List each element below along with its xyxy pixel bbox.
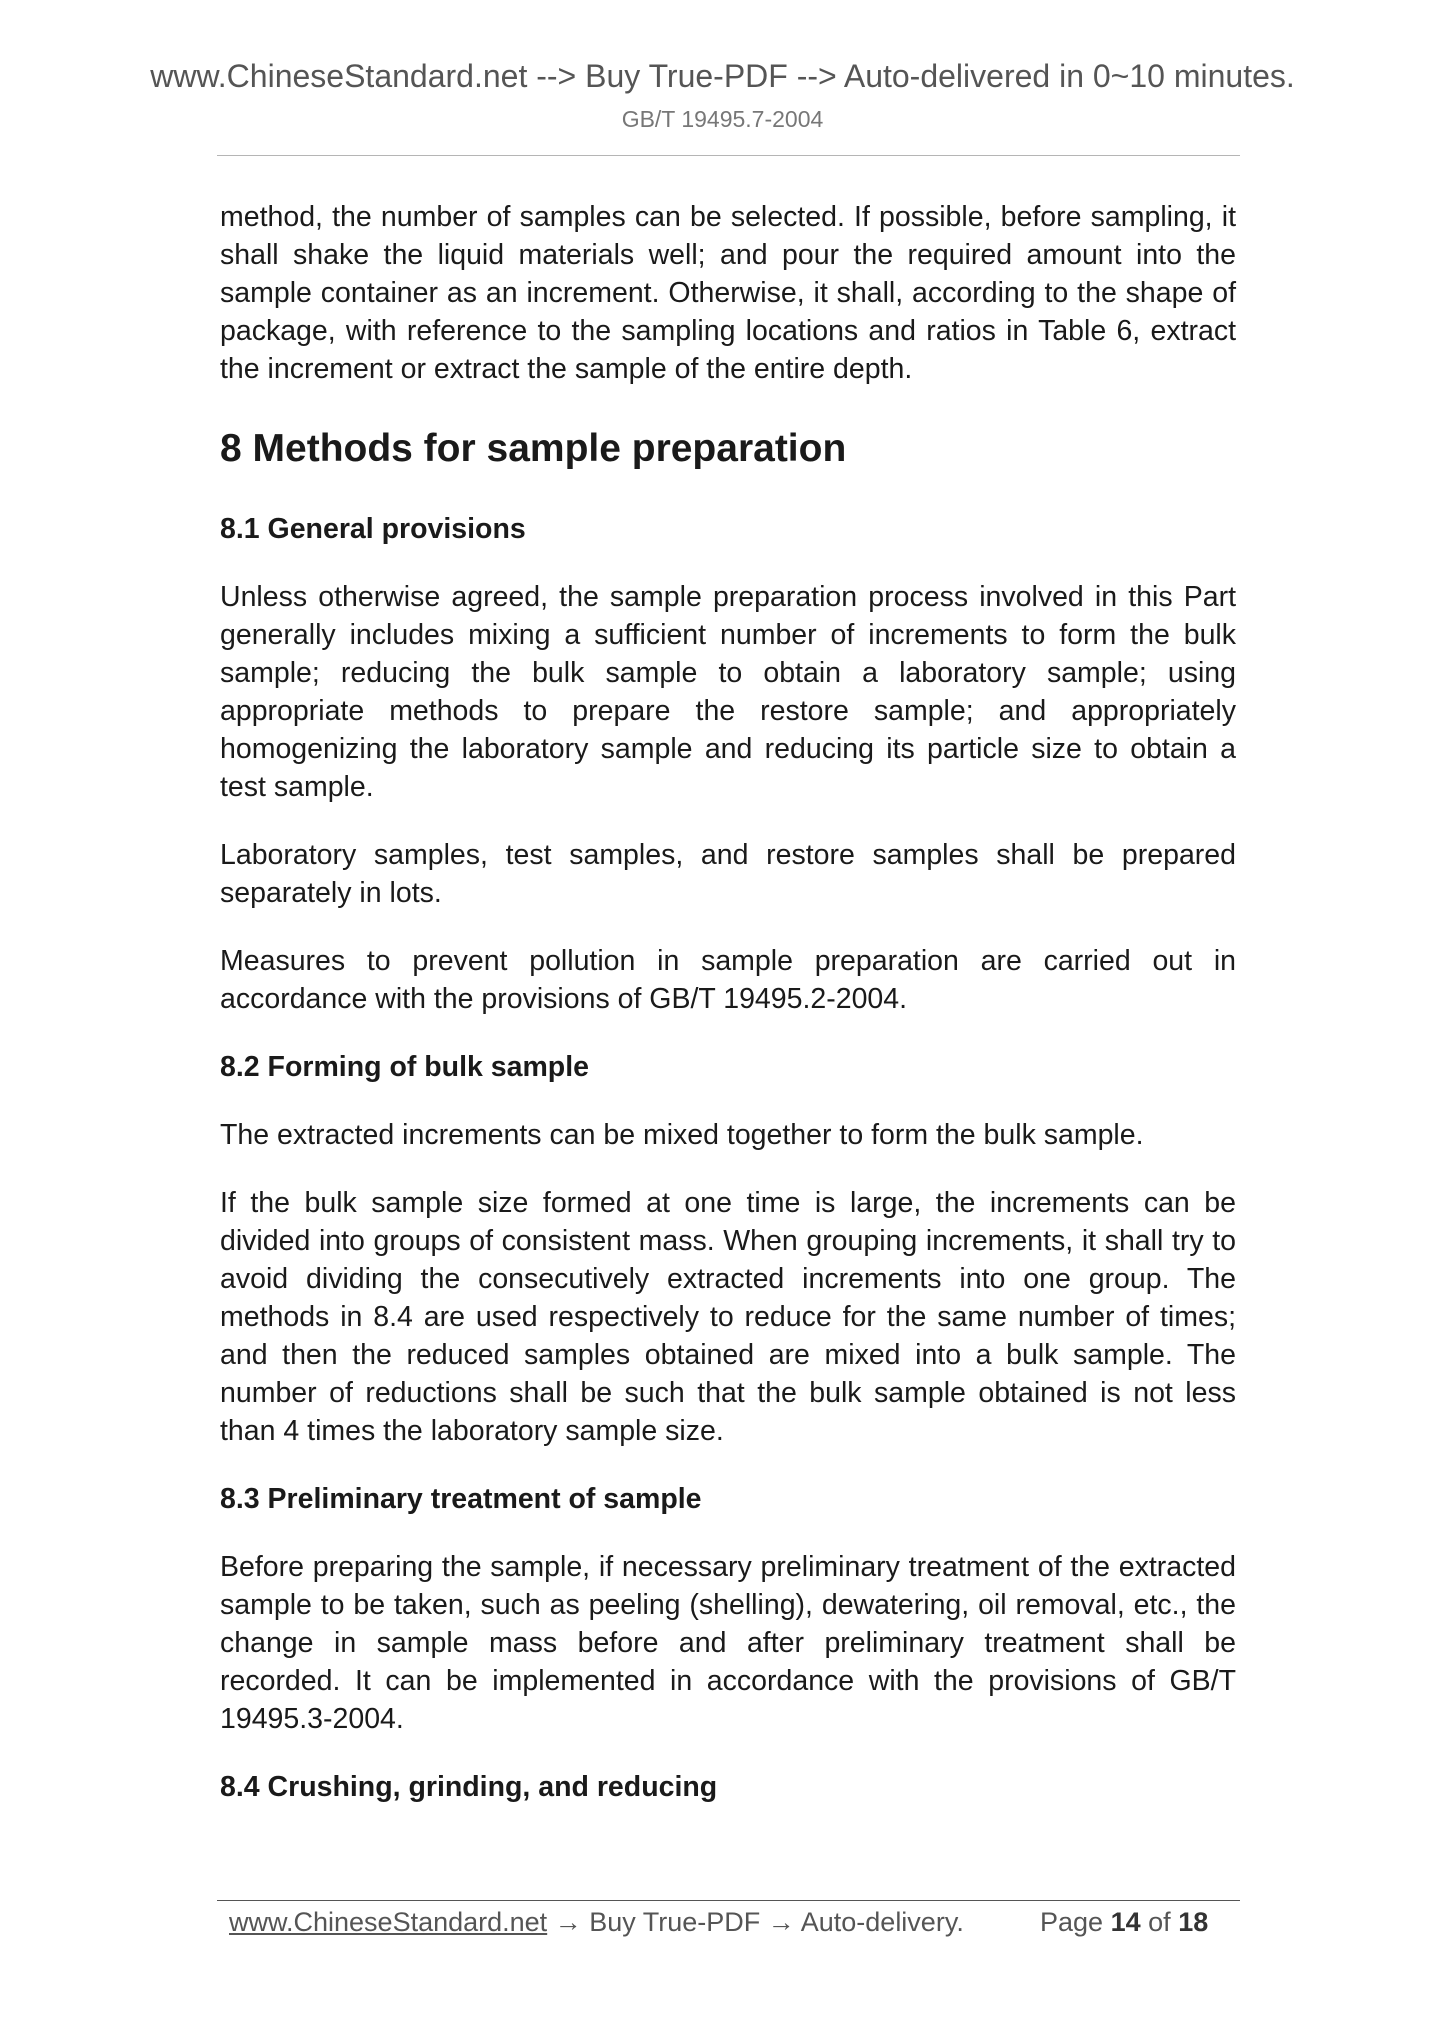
section-8-2-paragraph-2: If the bulk sample size formed at one time is large, the increments can be divided into groups of consistent mass. When grouping increments, it shall try to avoid dividing the consecutively extracted increments into one group. The methods in 8.4 are used respectively to reduce for the same number of times; and then the reduced samples obtained are mixed into a bulk sample. The number of reductions shall be such that the bulk sample obtained is not less than 4 times the laboratory sample size. (220, 1187, 1236, 1447)
page-indicator (1040, 1904, 1208, 1940)
section-8-1-paragraph-3: Measures to prevent pollution in sample preparation are carried out in accordance with the provisions of GB/T 19495.2-2004. (220, 945, 1236, 1015)
footer-divider (217, 1900, 1240, 1901)
footer-tagline: → Buy True-PDF → Auto-delivery. (547, 1907, 964, 1937)
standard-code: GB/T 19495.7-2004 (621, 106, 824, 132)
intro-paragraph: method, the number of samples can be selected. If possible, before sampling, it shall shake the liquid materials well; and pour the required amount into the sample container as an increment. Otherwise, it shall, according to the shape of package, with reference to the sampling locations and ratios in Table 6, extract the increment or extract the sample of the entire depth. (220, 201, 1236, 385)
footer-site-link[interactable]: www.ChineseStandard.net (229, 1907, 548, 1937)
header-banner: www.ChineseStandard.net --> Buy True-PDF --> Auto-delivered in 0~10 minutes. (150, 58, 1295, 94)
section-8-title: 8 Methods for sample preparation (220, 427, 847, 470)
section-8-1-paragraph-2: Laboratory samples, test samples, and restore samples shall be prepared separately in lots. (220, 839, 1236, 909)
section-8-2-paragraph-1: The extracted increments can be mixed together to form the bulk sample. (220, 1119, 1144, 1151)
header-divider (217, 155, 1240, 156)
footer-links (229, 1904, 964, 1940)
section-8-4-heading: 8.4 Crushing, grinding, and reducing (220, 1771, 718, 1803)
page-total: 18 (1178, 1907, 1209, 1937)
of-word: of (1148, 1907, 1171, 1937)
section-8-2-heading: 8.2 Forming of bulk sample (220, 1051, 589, 1083)
page-content (220, 198, 1236, 1836)
page-word: Page (1040, 1907, 1104, 1937)
section-8-3-heading: 8.3 Preliminary treatment of sample (220, 1483, 702, 1515)
section-8-3-paragraph-1: Before preparing the sample, if necessary preliminary treatment of the extracted sample to be taken, such as peeling (shelling), dewatering, oil removal, etc., the change in sample mass before and after preliminary treatment shall be recorded. It can be implemented in accordance with the provisions of GB/T 19495.3-2004. (220, 1551, 1236, 1735)
section-8-1-paragraph-1: Unless otherwise agreed, the sample preparation process involved in this Part generally includes mixing a sufficient number of increments to form the bulk sample; reducing the bulk sample to obtain a laboratory sample; using appropriate methods to prepare the restore sample; and appropriately homogenizing the laboratory sample and reducing its particle size to obtain a test sample. (220, 581, 1236, 803)
page-current: 14 (1110, 1907, 1141, 1937)
section-8-1-heading: 8.1 General provisions (220, 513, 526, 545)
